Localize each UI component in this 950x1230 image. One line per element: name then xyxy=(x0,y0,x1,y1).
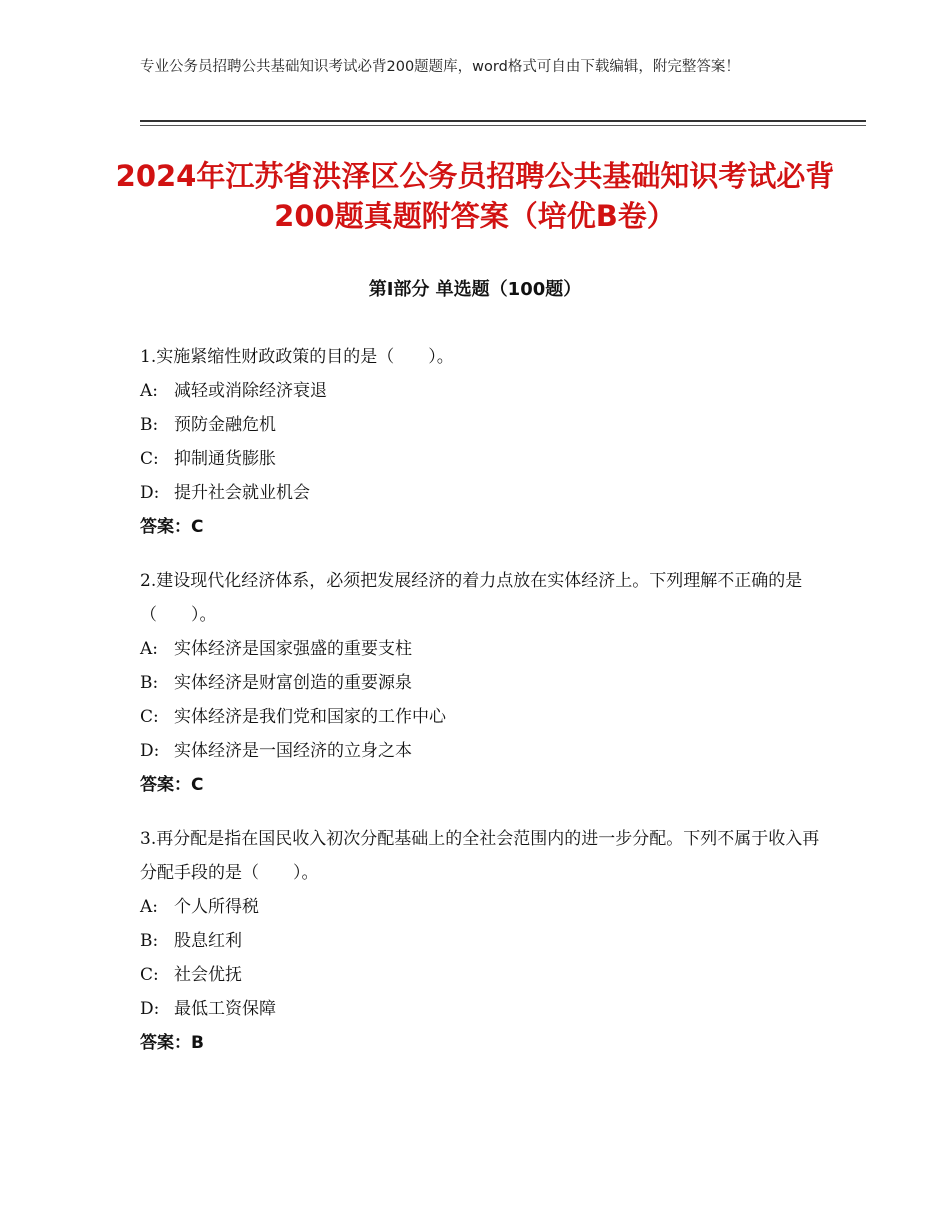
option-b xyxy=(140,666,820,700)
option-key: C: xyxy=(140,707,159,727)
header-rule-thin xyxy=(140,125,866,126)
option-text: 预防金融危机 xyxy=(174,415,276,435)
answer-line: 答案：B xyxy=(140,1033,204,1053)
option-text: 实体经济是我们党和国家的工作中心 xyxy=(174,707,446,727)
option-text: 个人所得税 xyxy=(174,897,259,917)
option-text: 实体经济是国家强盛的重要支柱 xyxy=(174,639,412,659)
option-text: 抑制通货膨胀 xyxy=(174,449,276,469)
option-c xyxy=(140,958,820,992)
question-stem: 2.建设现代化经济体系，必须把发展经济的着力点放在实体经济上。下列理解不正确的是（ ）。 xyxy=(140,571,803,625)
option-a xyxy=(140,374,820,408)
section-heading: 第Ⅰ部分 单选题（100题） xyxy=(368,279,582,300)
option-text: 股息红利 xyxy=(174,931,242,951)
option-key: B: xyxy=(140,931,159,951)
option-b xyxy=(140,924,820,958)
option-c xyxy=(140,442,820,476)
option-key: A: xyxy=(140,897,159,917)
option-key: D: xyxy=(140,741,160,761)
option-key: B: xyxy=(140,673,159,693)
option-c xyxy=(140,700,820,734)
option-d xyxy=(140,734,820,768)
option-key: B: xyxy=(140,415,159,435)
header-rule-thick xyxy=(140,120,866,122)
option-text: 实体经济是一国经济的立身之本 xyxy=(174,741,412,761)
option-key: A: xyxy=(140,381,159,401)
question-list xyxy=(140,340,820,1080)
question-2 xyxy=(140,564,820,802)
answer-line: 答案：C xyxy=(140,517,204,537)
option-d xyxy=(140,992,820,1026)
header-note: 专业公务员招聘公共基础知识考试必背200题题库，word格式可自由下载编辑，附完整答案！ xyxy=(140,59,740,75)
option-a xyxy=(140,890,820,924)
option-key: D: xyxy=(140,999,160,1019)
option-text: 实体经济是财富创造的重要源泉 xyxy=(174,673,412,693)
option-text: 最低工资保障 xyxy=(174,999,276,1019)
question-3 xyxy=(140,822,820,1060)
option-a xyxy=(140,632,820,666)
option-key: C: xyxy=(140,965,159,985)
option-b xyxy=(140,408,820,442)
option-text: 减轻或消除经济衰退 xyxy=(174,381,327,401)
question-1 xyxy=(140,340,820,544)
option-d xyxy=(140,476,820,510)
option-key: D: xyxy=(140,483,160,503)
option-key: A: xyxy=(140,639,159,659)
document-title: 2024年江苏省洪泽区公务员招聘公共基础知识考试必背200题真题附答案（培优B卷） xyxy=(115,159,835,233)
question-stem: 1.实施紧缩性财政政策的目的是（ ）。 xyxy=(140,347,454,367)
option-key: C: xyxy=(140,449,159,469)
answer-line: 答案：C xyxy=(140,775,204,795)
question-stem: 3.再分配是指在国民收入初次分配基础上的全社会范围内的进一步分配。下列不属于收入再分配手段的是（ ）。 xyxy=(140,829,820,883)
option-text: 社会优抚 xyxy=(174,965,242,985)
option-text: 提升社会就业机会 xyxy=(174,483,310,503)
